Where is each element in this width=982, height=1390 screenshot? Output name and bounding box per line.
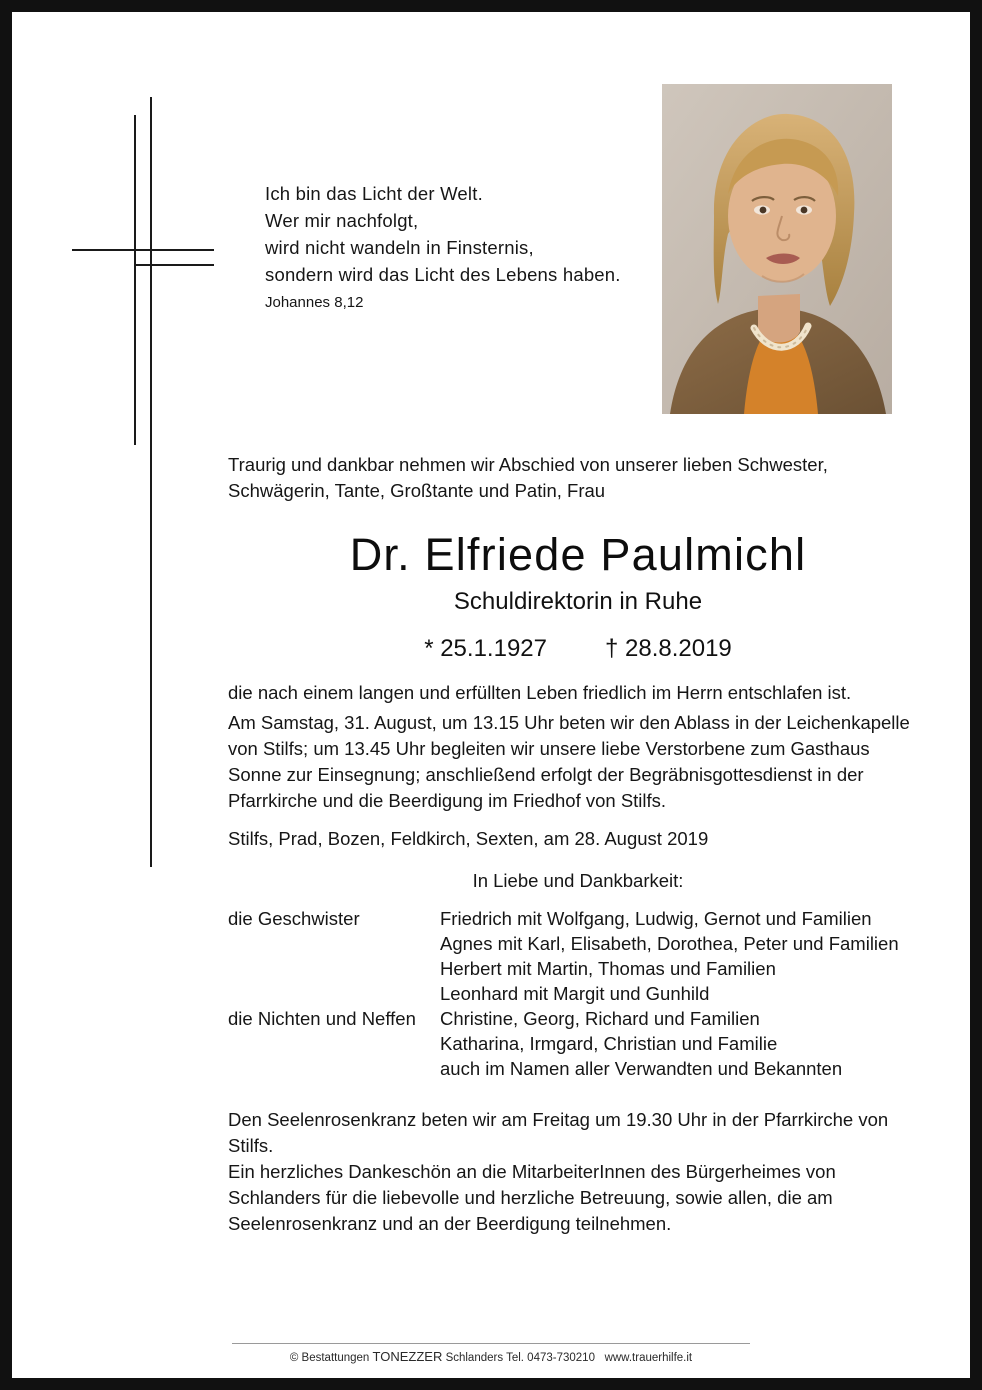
cross-horizontal-long [72,249,214,251]
cross-vertical-long [150,97,152,867]
deceased-name: Dr. Elfriede Paulmichl [349,529,807,580]
gratitude-note: Ein herzliches Dankeschön an die MitarbeiterInnen des Bürgerheimes von Schlanders für die liebevolle und herzliche Betreuung, sowie allen, die am Seelenrosenkranz und an der Beerdigung teilnehmen. [228,1161,836,1234]
family-list [228,906,928,1081]
verse-line-4: sondern wird das Licht des Lebens haben. [265,264,621,285]
intro-text: Traurig und dankbar nehmen wir Abschied von unserer lieben Schwester, Schwägerin, Tante, Großtante und Patin, Frau [228,454,828,501]
family-name-line: auch im Namen aller Verwandten und Bekannten [440,1058,843,1079]
cross-icon [72,97,252,867]
verse-line-2: Wer mir nachfolgt, [265,210,419,231]
thanks-heading: In Liebe und Dankbarkeit: [472,870,684,891]
verse-line-1: Ich bin das Licht der Welt. [265,183,483,204]
family-name-line: Leonhard mit Margit und Gunhild [440,983,710,1004]
memorial-card [12,12,970,1378]
family-group-label: die Geschwister [228,908,360,929]
footer-website[interactable]: www.trauerhilfe.it [604,1352,693,1364]
passing-note: die nach einem langen und erfüllten Leben friedlich im Herrn entschlafen ist. [228,682,852,703]
family-group-names [440,1006,928,1081]
family-group-siblings [228,906,928,1006]
closing-block [228,1107,928,1237]
cross-vertical-short [134,115,136,445]
family-name-line: Agnes mit Karl, Elisabeth, Dorothea, Peter und Familien [440,933,899,954]
footer-copyright: © Bestattungen [289,1352,370,1364]
verse-reference: Johannes 8,12 [265,294,364,311]
rosary-note: Den Seelenrosenkranz beten wir am Freitag um 19.30 Uhr in der Pfarrkirche von Stilfs. [228,1109,889,1156]
footer [12,1349,970,1364]
family-group-names [440,906,928,1006]
places-and-date: Stilfs, Prad, Bozen, Feldkirch, Sexten, am 28. August 2019 [228,828,709,849]
bible-verse [265,180,665,311]
footer-company: TONEZZER [372,1349,443,1364]
birth-date: * 25.1.1927 [424,635,547,662]
ceremony-details: Am Samstag, 31. August, um 13.15 Uhr beten wir den Ablass in der Leichenkapelle von Stilfs; um 13.45 Uhr begleiten wir unsere liebe Verstorbene zum Gasthaus Sonne zur Einsegnung; anschließend erfolgt der Begräbnisgottesdienst in der Pfarrkirche und die Beerdigung im Friedhof von Stilfs. [228,712,910,811]
portrait-photo [662,84,892,414]
family-name-line: Friedrich mit Wolfgang, Ludwig, Gernot und Familien [440,908,872,929]
cross-horizontal-short [134,264,214,266]
family-group-nieces-nephews [228,1006,928,1081]
deceased-role: Schuldirektorin in Ruhe [453,588,703,615]
footer-location: Schlanders Tel. 0473-730210 [445,1352,595,1364]
family-name-line: Christine, Georg, Richard und Familien [440,1008,760,1029]
family-name-line: Herbert mit Martin, Thomas und Familien [440,958,776,979]
obituary-body [228,452,928,1237]
life-dates [228,632,928,666]
family-group-label: die Nichten und Neffen [228,1008,416,1029]
death-date: † 28.8.2019 [604,635,732,662]
footer-divider [232,1343,750,1344]
verse-line-3: wird nicht wandeln in Finsternis, [265,237,534,258]
family-name-line: Katharina, Irmgard, Christian und Familie [440,1033,778,1054]
